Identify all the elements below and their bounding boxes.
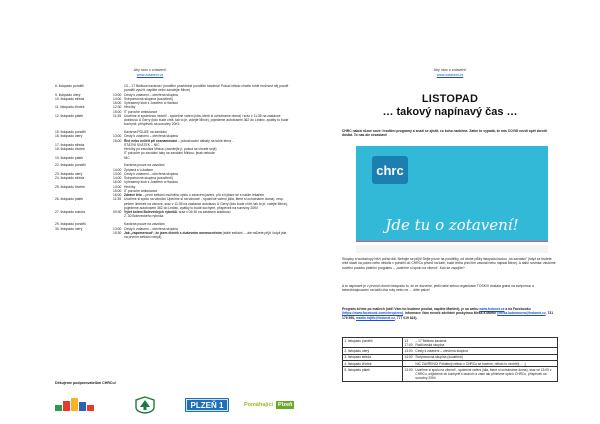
- month-subtitle: … takový napínavý čas …: [382, 106, 518, 118]
- schedule-time: 13:00: [113, 184, 122, 189]
- schedule-week: [55, 222, 290, 239]
- schedule-desc-text: 2. 30 Boleveckého rybníka: [124, 214, 164, 219]
- table-desc: Cesty k zotavení – otevřená skupina: [415, 348, 468, 353]
- fedonet-link[interactable]: www.fedonet.cz: [479, 307, 505, 311]
- table-date: 3. listopadu středa: [343, 355, 403, 360]
- schedule-desc-text: IT poroche po zavolání taky na zavolání Mirkou, jinak nebude: [124, 151, 215, 156]
- table-program: [403, 361, 558, 366]
- schedule-desc-bold: Jak „zapomenout“, že jsem člověk s duševním onemocněním: [124, 230, 222, 235]
- chrc-logo-text: chrc: [376, 163, 404, 178]
- schedule-date: 24. listopadu středa: [55, 176, 85, 181]
- schedule-row: [55, 214, 290, 218]
- schedule-desc-text: Kavárna POUZE na zavolání: [124, 130, 167, 135]
- schedule-desc-text: , sraz v 09:30 na zastávce autobusu: [176, 210, 231, 215]
- banner-tagline: Jde tu o zotavení!: [385, 216, 519, 234]
- schedule-desc-text: Cesty k zotavení – otevřená skupina: [124, 134, 178, 139]
- schedule-time: 09:30: [113, 210, 122, 215]
- schedule-date: 27. listopadu sobota: [55, 210, 85, 215]
- schedule-week: [55, 84, 290, 127]
- left-header-line: Aby nám o zotavení!: [133, 68, 167, 72]
- table-date: 2. listopadu úterý: [343, 348, 403, 353]
- paragraph-3: [342, 307, 558, 320]
- schedule-desc: [124, 156, 290, 160]
- table-time: 13:00: [404, 367, 413, 372]
- schedule-time: 13:00: [113, 171, 122, 176]
- table-date: 1. listopadu pondělí: [343, 338, 403, 347]
- paragraph-3-mid2: . Informace Vám rovněž zdvihtně poskytnou Mirka a Martin: [403, 311, 498, 316]
- right-header-link-wrap: [300, 73, 600, 77]
- banner-footer: [356, 245, 548, 253]
- table-desc: NIC ZAVŘENO! Poklábejí někdo v CHRCu se bavíme, někdo to nechtějí ... ;): [415, 361, 526, 366]
- table-desc: Svépomocná skupina (soustředí): [415, 355, 463, 360]
- schedule-desc-text: Vyhrazený klub s Josefem a Hankou: [124, 101, 179, 105]
- table-program-line: [404, 349, 555, 353]
- schedule-desc-text: Cesty k zotavení – otevřená skupina: [124, 92, 178, 97]
- schedule-desc-text: – pokračování debaty na tohle téma ...: [176, 138, 235, 143]
- schedule-date: 15. listopadu pondělí: [55, 130, 86, 135]
- plzen1-logo: [185, 396, 229, 414]
- schedule-time: 15:00: [113, 109, 122, 114]
- schedule-time: 11:35: [113, 197, 122, 202]
- schedule-desc-bold: Říct nebo nelíčit při seznamování: [124, 138, 177, 143]
- schedule-desc-text: IT poroche ambulance: [124, 188, 158, 193]
- schedule-row: [55, 156, 290, 160]
- schedule-desc-text: Hrníčky: [124, 105, 136, 110]
- plzensky-kraj-logo: [133, 396, 157, 414]
- schedule-time: [113, 156, 124, 160]
- paragraph-2: A to napínavé je v prvních dnech listopadu to, že ze dozvíme, jestli naše sebou organizace TOSKVI dostala grand na svépomoc a sebeobhajovacími na další dva roky nebo ne … dítte palce!: [342, 284, 534, 293]
- schedule-desc-text: IT poroche ambulance: [124, 109, 158, 114]
- table-date: 4. listopadu čtvrtek: [343, 361, 403, 366]
- schedule-time: 14:00: [113, 167, 122, 172]
- schedule-time: 15:30: [113, 230, 122, 235]
- chrc-logo: [370, 152, 410, 188]
- schedule-time: 11:35: [113, 113, 122, 118]
- paragraph-3-mid: a na Facebooku: [504, 307, 531, 311]
- table-time: 17:00: [404, 342, 413, 347]
- schedule-desc-text: 13 – 17 Bellkow kavárna / pondělní pravidelné pondělní kavárna! Pokud někdo chcete tuhle možnost něj pozdě pondělí využít, napište nebo zavolejte Mirce): [124, 84, 289, 93]
- martin-email-link[interactable]: martin.fojtik@fedonet.cz: [355, 315, 395, 320]
- schedule-desc-text: Svépomocná skupina (soustředí): [124, 96, 173, 101]
- table-program: [403, 355, 558, 360]
- paragraph-3-prefix: Program šíříme po mailech (ráďi Vám ho budeme posílat, napište Martině), je na webu: [342, 307, 480, 311]
- table-program: [403, 367, 558, 380]
- table-time: [404, 362, 415, 366]
- pomahajici-logo-text: Pomáhající: [244, 402, 274, 408]
- schedule-date: 26. listopadu pátek: [55, 197, 84, 202]
- lfea-logo: [55, 396, 97, 414]
- intro-text: CHRC nabízí různé nové i tradiční programy a snaží se zjistit, co koho nadchne. Zatím to vypadá, že nás COVID nezdí opět zkrotit dostat. To nás ale nezastaví!: [342, 129, 547, 138]
- schedule-desc: [124, 84, 290, 93]
- schedule-desc-bold: Výlet kolem Boleveckých rybníků: [124, 210, 177, 215]
- schedule-desc-text: Vyhrazený klub s Josefem a Hankou: [124, 180, 179, 185]
- schedule-time: 14:00: [113, 96, 122, 101]
- schedule-desc-text: STÁTNÍ SVÁTEK – NIC: [124, 142, 160, 147]
- schedule-desc-text: (stálé setkání, ...ale můžete přijít i když jste na prvním setkání nebyli): [124, 230, 287, 240]
- schedule-desc-text: Kavárna pouze na zavolání: [124, 222, 165, 227]
- schedule-desc-text: Zpívaná s Lukášem: [124, 167, 154, 172]
- pomahajici-plzen-logo: [244, 396, 294, 414]
- table-program-line: [404, 368, 555, 380]
- schedule-time: 15:00: [113, 188, 122, 193]
- schedule-row: [55, 231, 290, 240]
- right-header-line: Aby nám o zotavení!: [433, 68, 467, 72]
- paragraph-3-mid3: , 731 176 590,: [342, 311, 554, 320]
- table-row: [343, 367, 558, 381]
- schedule-week: [55, 130, 290, 160]
- right-header-link[interactable]: www.zotaveni.cz: [436, 72, 464, 77]
- table-date: 5. listopadu pátek: [343, 367, 403, 380]
- schedule-time: 16:00: [113, 193, 122, 198]
- paragraph-3-end: , 777 019 824).: [394, 315, 418, 320]
- chrc-banner: [356, 146, 548, 241]
- schedule-time: 16:00: [113, 138, 122, 143]
- mirka-email-link[interactable]: (mirka.ludmanova@fedonet.cz: [497, 311, 546, 316]
- schedule-date: 23. listopadu úterý: [55, 171, 83, 176]
- left-header-link[interactable]: www.zotaveni.cz: [136, 72, 164, 77]
- schedule-desc-text: Kavárna pouze na zavolání: [124, 163, 165, 168]
- banner-strip: [356, 241, 548, 244]
- schedule-time: 14:00: [113, 176, 122, 181]
- schedule-time: 13:00: [113, 226, 122, 231]
- schedule-desc-text: Uvaříme si společnou večeři! - společné vaření jídla, které si ochutnáme doma) i sraz v 11:35 na zastávce autobusu U Gerry (kdo bude chtít, tak to je, volejte Mirce), pojedeme autobusem 362 do Lednic, zpátky to bude kuchyně, příspěvek na suroviny 20Kč: [124, 113, 289, 127]
- schedule-desc-text: Cesty k zotavení – otevřená skupina: [124, 171, 178, 176]
- partner-logos: [55, 396, 293, 414]
- schedule-date: 17. listopadu středa: [55, 142, 85, 147]
- schedule-row: [55, 84, 290, 93]
- schedule-desc-text: Cesty k zotavení – otevřená skupina: [124, 226, 178, 231]
- schedule-desc-text: NIC: [124, 155, 130, 160]
- schedule-desc-text: Hrníčky: [124, 184, 136, 189]
- partners-title: Děkujeme podporovatelům CHRCu!: [55, 381, 116, 385]
- schedule-date: 19. listopadu pátek: [55, 155, 84, 160]
- schedule-date: 22. listopadu pondělí: [55, 163, 86, 168]
- schedule-date: 10. listopadu středa: [55, 96, 85, 101]
- left-header-link-wrap: [0, 73, 300, 77]
- schedule-desc: [124, 114, 290, 127]
- schedule-time: 13:00: [113, 92, 122, 97]
- schedule-desc: [124, 231, 290, 240]
- paragraph-1: Skupiny a workshopy běží pořád dál. Nebojte se přijít! Dejte pozor na pondělky, od druhé půlky listopadu budou „na zavolání“ (když se budete chtít stavit na pokec nebo několik v pondělí do CHRCu přiveď na kafe, bude třeba před tím zavolat nebo napsat Mirce). A další novinka: zkusíme nového podobu páteční programu – „uvaříme si spolu na víkend“. Kdo se zapojíte?: [342, 257, 556, 270]
- schedule-week: [55, 163, 290, 218]
- schedule-date: 30. listopadu úterý: [55, 226, 83, 231]
- table-program-line: [404, 343, 555, 347]
- schedule-time: [113, 214, 124, 218]
- schedule-date: 12. listopadu pátek: [55, 113, 84, 118]
- right-page: [300, 0, 600, 424]
- schedule-desc-text: Svépomocná skupina (soustředí): [124, 176, 173, 181]
- schedule-time: 13:00: [113, 134, 122, 139]
- schedule-date: 18. listopadu čtvrtek: [55, 147, 85, 152]
- schedule: [55, 84, 290, 243]
- schedule-date: [55, 231, 113, 240]
- schedule-desc: [124, 197, 290, 210]
- early-november-table: [342, 337, 558, 382]
- table-program: [403, 348, 558, 353]
- schedule-date: 25. listopadu čtvrtek: [55, 184, 85, 189]
- schedule-date: 29. listopadu pondělí: [55, 222, 86, 227]
- schedule-desc-text: – první setkání možného cyklu o zdravém jazení, pití a hýbání se s našim lékařem: [141, 193, 265, 198]
- table-program-line: [404, 355, 555, 359]
- table-desc: Uvaříme si spolu na víkend! - společné vaření jídla, které si ochutnáme doma), sraz ve 13:00 v CHRCu, odjedeme do kuchyně s lasicích a zase tak přinesme spát k CHRCu, příspěvek na suroviny 20Kč: [415, 367, 552, 380]
- schedule-row: [55, 197, 290, 210]
- schedule-desc-text: Uvaříme si spolu na vánoční Upečme si na vánoce! - společné vaření jídla, které si ochutnáme doma), resp. pečení limeček na vánoce, sraz v 11:35 na zastávce autobusu U Gerry (kdo bude chtít, tak to je, volejte Mirce), pojedeme autobusem 362 do Lednic, zpátky to bude kuchyně, příspěvek na suroviny 20Kč: [124, 197, 288, 210]
- table-time: 13:00: [404, 348, 413, 353]
- table-time: 13: [404, 338, 409, 343]
- schedule-desc-bold: Zdravé tělo: [124, 193, 142, 198]
- table-program: [403, 338, 558, 347]
- plzen-logo-text: Plzeň: [278, 402, 293, 408]
- schedule-date: 16. listopadu úterý: [55, 134, 83, 139]
- schedule-row: [55, 114, 290, 127]
- schedule-date: 8. listopadu pondělí: [55, 84, 85, 88]
- table-desc: Rodičovská skupina: [415, 342, 445, 347]
- table-row: [343, 338, 558, 348]
- schedule-time: 16:00: [113, 180, 122, 185]
- schedule-time: [113, 84, 124, 93]
- schedule-date: 11. listopadu čtvrtek: [55, 105, 85, 110]
- month-title: LISTOPAD: [421, 93, 479, 105]
- schedule-date: [55, 214, 113, 218]
- table-time: 14:00: [404, 355, 413, 360]
- schedule-time: 16:00: [113, 101, 122, 105]
- schedule-date: 9. listopadu úterý: [55, 92, 81, 97]
- schedule-desc: [124, 214, 290, 218]
- table-desc: – 17 Bellkow kavárna: [415, 338, 447, 343]
- facebook-link[interactable]: (https://www.facebook.com/chrcplzen): [342, 311, 403, 316]
- plzen1-logo-text: PLZEŇ 1: [190, 401, 224, 410]
- table-program-line: [404, 362, 555, 366]
- schedule-time: 12:30: [113, 105, 122, 110]
- schedule-desc-text: Hrníčky po zavolání Mirkou (zavolejte jí, pokud se chcete sejít): [124, 147, 217, 152]
